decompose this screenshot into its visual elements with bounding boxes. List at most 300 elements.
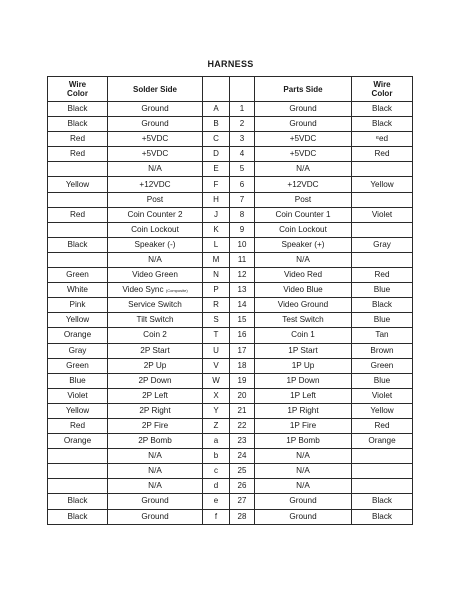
wire-color-right-cell — [352, 252, 413, 267]
solder-pin-cell — [203, 237, 230, 252]
solder-pin-cell-text: A — [213, 104, 219, 114]
wire-color-right-cell — [352, 418, 413, 433]
parts-side-cell — [255, 388, 352, 403]
table-row — [48, 449, 413, 464]
solder-side-cell-text: N/A — [148, 451, 162, 461]
table-row — [48, 464, 413, 479]
wire-color-left-cell — [48, 117, 108, 132]
parts-pin-cell — [230, 162, 255, 177]
solder-pin-cell — [203, 192, 230, 207]
wire-color-right-cell-text: Black — [371, 496, 393, 506]
wire-color-right-header-line1: Wire — [373, 80, 391, 89]
solder-pin-cell-text: Y — [213, 405, 219, 415]
parts-pin-cell — [230, 388, 255, 403]
wire-color-left-cell-text: Red — [69, 134, 86, 144]
solder-pin-cell-text: E — [213, 164, 219, 174]
solder-pin-cell-text: U — [213, 345, 219, 355]
parts-pin-cell — [230, 313, 255, 328]
wire-color-left-cell — [48, 268, 108, 283]
solder-pin-cell — [203, 343, 230, 358]
solder-pin-cell — [203, 479, 230, 494]
parts-side-cell — [255, 237, 352, 252]
wire-color-left-cell-text: Red — [69, 209, 86, 219]
solder-pin-cell — [203, 207, 230, 222]
parts-side-cell-text: N/A — [296, 481, 310, 491]
parts-pin-cell — [230, 268, 255, 283]
parts-side-cell — [255, 102, 352, 117]
parts-pin-cell — [230, 373, 255, 388]
solder-side-header: Solder Side — [108, 77, 203, 102]
parts-pin-cell — [230, 177, 255, 192]
wire-color-right-cell — [352, 147, 413, 162]
table-row — [48, 509, 413, 524]
solder-side-cell-text: Coin Counter 2 — [127, 209, 183, 219]
wire-color-right-cell-text: Black — [371, 119, 393, 129]
table-row — [48, 147, 413, 162]
table-row — [48, 177, 413, 192]
wire-color-left-cell — [48, 509, 108, 524]
table-row — [48, 313, 413, 328]
parts-side-cell-text: 1P Bomb — [286, 436, 320, 446]
wire-color-right-cell — [352, 298, 413, 313]
table-row — [48, 388, 413, 403]
parts-pin-cell-text: 3 — [239, 134, 245, 144]
wire-color-left-cell-text: Black — [67, 496, 88, 506]
solder-pin-cell-text: b — [213, 451, 219, 461]
wire-color-left-cell-text: Gray — [68, 345, 87, 355]
wire-color-left-cell-text: Red — [69, 421, 86, 431]
wire-color-left-cell — [48, 252, 108, 267]
solder-side-cell — [108, 403, 203, 418]
solder-side-cell-text: 2P Bomb — [138, 436, 172, 446]
parts-pin-cell — [230, 298, 255, 313]
parts-pin-cell — [230, 237, 255, 252]
solder-side-cell — [108, 298, 203, 313]
solder-side-cell-text: +5VDC — [141, 134, 169, 144]
wire-color-left-cell-text: White — [67, 285, 88, 295]
parts-pin-cell — [230, 252, 255, 267]
wire-color-right-cell-text: Black — [371, 104, 393, 114]
parts-pin-cell-text: 15 — [237, 315, 247, 325]
wire-color-left-cell — [48, 222, 108, 237]
parts-pin-cell — [230, 434, 255, 449]
solder-pin-cell — [203, 162, 230, 177]
wire-color-left-cell-text: Green — [66, 270, 89, 280]
wire-color-right-cell — [352, 222, 413, 237]
solder-pin-cell-text: B — [213, 119, 219, 129]
parts-side-cell — [255, 177, 352, 192]
parts-side-cell-text: Video Red — [283, 270, 323, 280]
parts-pin-cell-text: 23 — [237, 436, 247, 446]
parts-side-cell-text: Ground — [289, 511, 317, 521]
solder-side-cell — [108, 418, 203, 433]
parts-pin-cell-text: 20 — [237, 390, 247, 400]
wire-color-right-cell — [352, 132, 413, 147]
parts-pin-cell-text: 18 — [237, 360, 247, 370]
parts-side-cell — [255, 117, 352, 132]
wire-color-right-cell — [352, 117, 413, 132]
solder-pin-cell — [203, 298, 230, 313]
parts-side-cell-text: N/A — [296, 254, 310, 264]
wire-color-left-cell — [48, 102, 108, 117]
parts-side-cell-text: Video Blue — [283, 285, 323, 295]
parts-pin-cell — [230, 222, 255, 237]
wire-color-left-cell — [48, 388, 108, 403]
parts-pin-cell-text: 11 — [237, 254, 247, 264]
table-row — [48, 222, 413, 237]
wire-color-right-cell-text: Orange — [368, 436, 396, 446]
wire-color-right-cell — [352, 464, 413, 479]
wire-color-left-cell-text: Yellow — [65, 315, 90, 325]
solder-pin-cell — [203, 388, 230, 403]
wire-color-right-cell-text: Blue — [373, 315, 391, 325]
solder-pin-cell-text: S — [213, 315, 219, 325]
parts-side-cell — [255, 328, 352, 343]
solder-pin-cell — [203, 177, 230, 192]
parts-pin-cell — [230, 343, 255, 358]
solder-side-cell — [108, 313, 203, 328]
solder-pin-cell — [203, 102, 230, 117]
parts-side-cell-text: Coin Counter 1 — [275, 209, 331, 219]
parts-pin-cell-text: 24 — [237, 451, 247, 461]
solder-side-cell-text: N/A — [148, 164, 162, 174]
solder-pin-cell — [203, 147, 230, 162]
solder-side-cell — [108, 102, 203, 117]
solder-pin-cell-text: T — [213, 330, 219, 340]
solder-side-cell-text: N/A — [148, 466, 162, 476]
table-row — [48, 298, 413, 313]
solder-pin-cell-text: H — [213, 194, 219, 204]
parts-side-cell-text: Coin Lockout — [279, 224, 327, 234]
table-row — [48, 162, 413, 177]
wire-color-left-cell-text: Orange — [63, 436, 92, 446]
parts-side-cell-text: Ground — [289, 104, 317, 114]
solder-side-cell — [108, 283, 203, 298]
wire-color-left-cell-text: Blue — [69, 375, 86, 385]
wire-color-right-cell-text: ᵉed — [375, 134, 389, 144]
solder-side-cell — [108, 388, 203, 403]
parts-pin-cell-text: 22 — [237, 421, 247, 431]
solder-pin-cell-text: X — [213, 390, 219, 400]
table-row — [48, 479, 413, 494]
solder-pin-cell — [203, 494, 230, 509]
parts-pin-cell-text: 16 — [237, 330, 247, 340]
solder-side-cell — [108, 207, 203, 222]
wire-color-left-cell — [48, 298, 108, 313]
parts-pin-cell-text: 26 — [237, 481, 247, 491]
wire-color-right-cell-text: Black — [371, 300, 393, 310]
wire-color-left-header-line2: Color — [67, 89, 88, 98]
parts-pin-cell — [230, 117, 255, 132]
wire-color-right-cell — [352, 388, 413, 403]
parts-pin-cell-text: 9 — [239, 224, 245, 234]
solder-pin-cell-text: W — [212, 375, 220, 385]
parts-pin-cell-text: 25 — [237, 466, 247, 476]
wire-color-left-cell — [48, 132, 108, 147]
solder-pin-cell-text: K — [213, 224, 219, 234]
wire-color-left-cell — [48, 434, 108, 449]
parts-side-cell — [255, 509, 352, 524]
parts-side-cell-text: 1P Fire — [289, 421, 317, 431]
parts-side-cell — [255, 222, 352, 237]
parts-pin-cell — [230, 132, 255, 147]
wire-color-left-cell — [48, 358, 108, 373]
parts-side-cell — [255, 298, 352, 313]
wire-color-right-cell — [352, 343, 413, 358]
wire-color-right-cell — [352, 313, 413, 328]
solder-side-cell-text: Service Switch — [128, 300, 182, 310]
solder-side-cell-text: N/A — [148, 254, 162, 264]
solder-pin-cell-text: F — [213, 179, 219, 189]
solder-side-cell-text: 2P Right — [139, 405, 171, 415]
solder-side-cell-text: 2P Left — [142, 390, 168, 400]
wire-color-left-cell-text: Pink — [69, 300, 86, 310]
table-row — [48, 237, 413, 252]
wire-color-right-cell-text: Gray — [373, 239, 391, 249]
solder-pin-cell — [203, 117, 230, 132]
solder-side-cell — [108, 464, 203, 479]
parts-side-cell-text: Ground — [289, 119, 317, 129]
parts-pin-cell-text: 7 — [239, 194, 245, 204]
header-row — [48, 77, 413, 102]
wire-color-left-cell — [48, 418, 108, 433]
parts-side-cell — [255, 358, 352, 373]
wire-color-left-cell — [48, 237, 108, 252]
solder-pin-cell-text: J — [214, 209, 218, 219]
wire-color-right-cell — [352, 449, 413, 464]
solder-side-cell — [108, 147, 203, 162]
solder-side-cell — [108, 132, 203, 147]
wire-color-right-cell-text: Blue — [373, 285, 391, 295]
parts-pin-cell — [230, 283, 255, 298]
solder-pin-cell-text: R — [213, 300, 219, 310]
parts-pin-cell-text: 28 — [237, 511, 247, 521]
solder-side-cell — [108, 162, 203, 177]
solder-pin-cell — [203, 403, 230, 418]
wire-color-left-cell — [48, 283, 108, 298]
solder-side-cell — [108, 479, 203, 494]
wire-color-right-cell-text: Black — [371, 511, 393, 521]
solder-side-cell-text: Ground — [141, 104, 169, 114]
solder-pin-cell — [203, 222, 230, 237]
parts-pin-cell — [230, 192, 255, 207]
wire-color-right-cell-text: Tan — [375, 330, 389, 340]
wire-color-left-cell-text: Black — [67, 511, 88, 521]
solder-pin-cell — [203, 418, 230, 433]
wire-color-right-cell-text: Red — [374, 421, 390, 431]
solder-side-cell-text: Ground — [141, 119, 169, 129]
solder-side-cell-text: Speaker (-) — [134, 239, 176, 249]
solder-side-cell-text: 2P Start — [140, 345, 170, 355]
wire-color-right-cell — [352, 192, 413, 207]
wire-color-left-cell — [48, 328, 108, 343]
parts-pin-header — [230, 77, 255, 102]
solder-side-cell-text: +5VDC — [141, 149, 169, 159]
wire-color-left-cell-text: Black — [67, 104, 88, 114]
solder-pin-cell-text: C — [213, 134, 219, 144]
wire-color-left-cell — [48, 177, 108, 192]
parts-side-cell-text: 1P Right — [287, 405, 319, 415]
solder-side-cell — [108, 494, 203, 509]
parts-pin-cell — [230, 207, 255, 222]
wire-color-right-header-line2: Color — [371, 89, 393, 98]
solder-pin-cell-text: P — [213, 285, 219, 295]
table-row — [48, 358, 413, 373]
table-row — [48, 434, 413, 449]
parts-pin-cell-text: 8 — [239, 209, 245, 219]
wire-color-right-cell — [352, 102, 413, 117]
solder-pin-cell — [203, 252, 230, 267]
solder-pin-cell-text: c — [214, 466, 218, 476]
table-row — [48, 283, 413, 298]
wire-color-right-cell — [352, 509, 413, 524]
parts-pin-cell-text: 13 — [237, 285, 247, 295]
wire-color-left-header — [48, 77, 108, 102]
wire-color-right-cell-text: Violet — [371, 209, 393, 219]
wire-color-right-cell-text: Red — [374, 270, 390, 280]
parts-side-cell — [255, 373, 352, 388]
table-row — [48, 207, 413, 222]
wire-color-right-cell — [352, 358, 413, 373]
wire-color-right-cell — [352, 162, 413, 177]
parts-side-cell — [255, 313, 352, 328]
solder-note-text: (Composite) — [165, 287, 188, 293]
wire-color-left-cell-text: Black — [67, 119, 88, 129]
wire-color-left-cell-text: Yellow — [65, 405, 90, 415]
parts-side-cell-text: 1P Down — [286, 375, 320, 385]
parts-side-cell — [255, 494, 352, 509]
table-row — [48, 328, 413, 343]
solder-side-cell-text: Coin 2 — [143, 330, 167, 340]
parts-pin-cell-text: 4 — [239, 149, 245, 159]
table-row — [48, 192, 413, 207]
parts-pin-cell — [230, 464, 255, 479]
wire-color-left-cell-text: Orange — [63, 330, 92, 340]
parts-side-cell-text: +5VDC — [289, 134, 317, 144]
parts-pin-cell-text: 10 — [237, 239, 247, 249]
wire-color-left-cell — [48, 494, 108, 509]
solder-pin-cell-text: a — [213, 436, 219, 446]
wire-color-right-cell — [352, 328, 413, 343]
solder-pin-cell — [203, 132, 230, 147]
parts-pin-cell — [230, 358, 255, 373]
wire-color-right-cell-text: Red — [374, 149, 390, 159]
wire-color-right-cell — [352, 207, 413, 222]
solder-side-cell — [108, 328, 203, 343]
solder-pin-cell-text: e — [213, 496, 219, 506]
wire-color-right-header — [352, 77, 413, 102]
wire-color-right-cell — [352, 373, 413, 388]
table-row — [48, 373, 413, 388]
wire-color-left-cell — [48, 207, 108, 222]
parts-side-cell — [255, 147, 352, 162]
parts-side-cell — [255, 464, 352, 479]
solder-side-cell — [108, 268, 203, 283]
solder-side-cell-text: Video Green — [132, 270, 178, 280]
solder-side-cell-text: Video Sync — [122, 284, 164, 294]
wire-color-right-cell-text: Blue — [373, 375, 391, 385]
parts-pin-cell-text: 27 — [237, 496, 247, 506]
parts-side-cell — [255, 449, 352, 464]
wire-color-right-cell — [352, 494, 413, 509]
wire-color-right-cell-text: Violet — [371, 390, 393, 400]
parts-side-cell-text: +5VDC — [289, 149, 317, 159]
wire-color-left-cell-text: Red — [69, 149, 86, 159]
parts-side-cell-text: Post — [294, 194, 312, 204]
parts-side-cell — [255, 252, 352, 267]
wire-color-right-cell — [352, 237, 413, 252]
solder-side-cell — [108, 373, 203, 388]
parts-pin-cell-text: 12 — [237, 270, 247, 280]
table-row — [48, 117, 413, 132]
solder-pin-cell — [203, 313, 230, 328]
wire-color-left-header-line1: Wire — [68, 80, 87, 89]
wire-color-left-cell — [48, 147, 108, 162]
solder-pin-header — [203, 77, 230, 102]
solder-pin-cell — [203, 464, 230, 479]
solder-side-cell-text: Post — [146, 194, 164, 204]
parts-side-cell-text: N/A — [296, 451, 310, 461]
parts-pin-cell-text: 6 — [239, 179, 245, 189]
table-row — [48, 418, 413, 433]
wire-color-right-cell-text: Brown — [370, 345, 394, 355]
solder-side-cell — [108, 237, 203, 252]
wire-color-left-cell — [48, 192, 108, 207]
parts-pin-cell-text: 17 — [237, 345, 247, 355]
parts-side-cell-text: N/A — [296, 164, 310, 174]
parts-side-cell — [255, 403, 352, 418]
solder-side-cell — [108, 177, 203, 192]
parts-side-cell-text: 1P Left — [290, 390, 316, 400]
wire-color-right-cell — [352, 283, 413, 298]
solder-pin-cell-text: N — [213, 270, 219, 280]
parts-pin-cell — [230, 403, 255, 418]
solder-side-cell — [108, 343, 203, 358]
wire-color-right-cell-text: Yellow — [370, 179, 394, 189]
solder-side-cell — [108, 509, 203, 524]
wire-color-right-cell — [352, 479, 413, 494]
wire-color-left-cell-text: Yellow — [65, 179, 90, 189]
solder-pin-cell — [203, 358, 230, 373]
table-row — [48, 494, 413, 509]
solder-side-cell-text: Ground — [141, 511, 169, 521]
solder-side-cell-text: N/A — [148, 481, 162, 491]
table-row — [48, 252, 413, 267]
solder-side-cell — [108, 222, 203, 237]
solder-pin-cell — [203, 268, 230, 283]
wire-color-left-cell-text: Green — [66, 360, 89, 370]
harness-table — [47, 76, 413, 525]
parts-pin-cell — [230, 328, 255, 343]
solder-pin-cell — [203, 434, 230, 449]
solder-side-cell-text: 2P Down — [138, 375, 172, 385]
wire-color-right-cell — [352, 268, 413, 283]
table-row — [48, 403, 413, 418]
solder-side-cell — [108, 358, 203, 373]
parts-side-cell-text: Ground — [289, 496, 317, 506]
wire-color-right-cell — [352, 403, 413, 418]
solder-pin-cell-text: M — [212, 254, 220, 264]
parts-side-cell-text: 1P Start — [288, 345, 318, 355]
solder-pin-cell-text: d — [213, 481, 219, 491]
parts-side-cell-text: +12VDC — [287, 179, 319, 189]
solder-pin-cell-text: Z — [213, 421, 219, 431]
page-title: HARNESS — [207, 59, 254, 69]
solder-pin-cell — [203, 328, 230, 343]
parts-pin-cell — [230, 102, 255, 117]
parts-side-cell — [255, 418, 352, 433]
parts-pin-cell-text: 14 — [237, 300, 247, 310]
